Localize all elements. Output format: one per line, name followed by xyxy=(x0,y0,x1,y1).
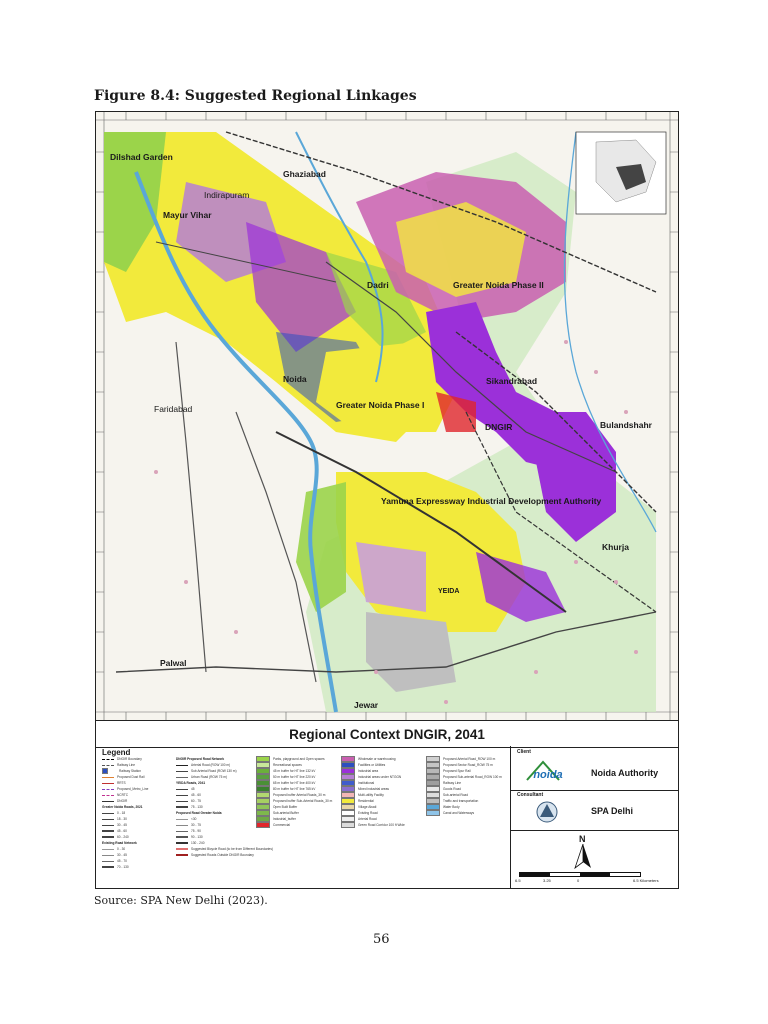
scale-tick-2: 3.25 xyxy=(543,878,551,883)
legend-item: DNGIR xyxy=(102,798,148,804)
label-indirapuram: Indirapuram xyxy=(204,190,250,200)
label-yeida-short: YEIDA xyxy=(438,588,460,595)
noida-logo-text: noida xyxy=(533,769,563,781)
label-yeida: Yamuna Expressway Industrial Development Authority xyxy=(381,496,602,506)
label-mayur-vihar: Mayur Vihar xyxy=(163,210,212,220)
page-number: 56 xyxy=(373,932,390,947)
label-noida: Noida xyxy=(283,374,307,384)
credits-panel xyxy=(511,746,678,888)
label-sikandrabad: Sikandrabad xyxy=(486,376,538,386)
north-label: N xyxy=(579,834,586,844)
spa-logo xyxy=(535,801,559,823)
legend-item: 75 - 90 xyxy=(176,828,273,834)
legend-item: Arterial Road (ROW 100 m) xyxy=(176,762,273,768)
legend-col-4 xyxy=(341,756,405,828)
scale-tick-3: 0 xyxy=(577,878,580,883)
map-frame xyxy=(95,111,679,889)
legend-item: 45 - 70 xyxy=(102,858,148,864)
north-arrow-icon xyxy=(571,834,595,870)
legend-subhead: Greater Noida Roads, 2021 xyxy=(102,805,143,809)
legend-item: Sub Arterial Road (ROW 130 m) xyxy=(176,768,273,774)
legend-subhead: Proposed Road Greater Noida xyxy=(176,811,222,815)
legend-subhead: YEIDA Roads, 2041 xyxy=(176,781,206,785)
label-ghaziabad: Ghaziabad xyxy=(283,169,326,179)
legend-item: Proposed Spur Rail xyxy=(426,768,502,774)
legend-item: 45 xyxy=(176,786,273,792)
legend-item: 75 - 130 xyxy=(176,804,273,810)
legend-item: Industrial area xyxy=(341,768,405,774)
legend-item: Facilities or Utilities xyxy=(341,762,405,768)
legend-item: Open Built Buffer xyxy=(256,804,332,810)
label-greater-noida-phase-1: Greater Noida Phase I xyxy=(336,400,425,410)
legend-item: Wholesale or warehousing xyxy=(341,756,405,762)
legend-item: Goods Road xyxy=(426,786,502,792)
consultant-label: Consultant xyxy=(517,792,544,798)
legend-item: Industrial_buffer xyxy=(256,816,332,822)
legend-subhead: DNGIR Proposed Road Network xyxy=(176,757,225,761)
client-label: Client xyxy=(517,749,531,755)
legend-item: Railway Line xyxy=(102,762,148,768)
figure-title: Figure 8.4: Suggested Regional Linkages xyxy=(94,88,417,104)
legend-item: Sub-arterial Buffer xyxy=(256,810,332,816)
legend-item: Proposed buffer Arterial Roads_30 m xyxy=(256,792,332,798)
label-dilshad-garden: Dilshad Garden xyxy=(110,152,173,162)
legend-col-3 xyxy=(256,756,332,828)
legend-item: Suggested Bicycle Road (to be from Different Boundaries) xyxy=(176,846,273,852)
regional-map xyxy=(96,112,678,720)
legend-item: Railway Station xyxy=(102,768,148,774)
legend-item: Residential xyxy=(341,798,405,804)
legend-item: Railway Line xyxy=(426,780,502,786)
label-dngir: DNGIR xyxy=(485,422,513,432)
legend-subhead: Existing Road Network xyxy=(102,841,137,845)
consultant-name: SPA Delhi xyxy=(591,806,634,816)
legend-item: Existing Road xyxy=(341,810,405,816)
map-title: Regional Context DNGIR, 2041 xyxy=(96,720,678,748)
scale-bar xyxy=(515,872,671,886)
label-palwal: Palwal xyxy=(160,658,187,668)
map-canvas xyxy=(96,112,678,720)
legend-item: Proposed Dust Rail xyxy=(102,774,148,780)
legend-item: 0 - 18 xyxy=(102,810,148,816)
legend-item: Traffic and transportation xyxy=(426,798,502,804)
label-dadri: Dadri xyxy=(367,280,389,290)
source-note: Source: SPA New Delhi (2023). xyxy=(94,894,268,907)
legend-item: 30 - 45 xyxy=(102,822,148,828)
legend-item: 65 m buffer for HT line 400 kV xyxy=(256,780,332,786)
legend-item: 30 - 45 xyxy=(102,852,148,858)
legend-item: 70 - 130 xyxy=(102,864,148,870)
legend-col-5 xyxy=(426,756,502,816)
legend-item: 60 - 75 xyxy=(176,798,273,804)
legend-item: 60 - 240 xyxy=(102,834,148,840)
label-faridabad: Faridabad xyxy=(154,404,193,414)
legend-item: Canal and Waterways xyxy=(426,810,502,816)
divider xyxy=(511,830,678,831)
legend-item: Green Road Corridor 100 ft Wide xyxy=(341,822,405,828)
legend xyxy=(96,746,511,888)
scale-tick-1: 6.5 xyxy=(515,878,521,883)
legend-item: Mixed industrial areas xyxy=(341,786,405,792)
label-greater-noida-phase-2: Greater Noida Phase II xyxy=(453,280,544,290)
legend-item: Suggested Roads Outside DNGIR Boundary xyxy=(176,852,273,858)
legend-heading: Legend xyxy=(102,748,131,757)
legend-item: Proposed buffer Sub-Arterial Roads_30 m xyxy=(256,798,332,804)
legend-col-1 xyxy=(102,756,148,870)
label-jewar: Jewar xyxy=(354,700,379,710)
divider xyxy=(511,790,678,791)
legend-item: 45 - 60 xyxy=(176,792,273,798)
legend-item: Water Body xyxy=(426,804,502,810)
legend-item: Proposed Sector Road_ROW 75 m xyxy=(426,762,502,768)
scale-tick-4: 6.5 Kilometers xyxy=(633,878,659,883)
legend-item: 50 m buffer for HT line 220 kV xyxy=(256,774,332,780)
legend-item: Proposed Arterial Road_ROW 100 m xyxy=(426,756,502,762)
label-khurja: Khurja xyxy=(602,542,629,552)
legend-item: Institutional xyxy=(341,780,405,786)
legend-item: DNGIR Boundary xyxy=(102,756,148,762)
legend-item: 90 - 130 xyxy=(176,834,273,840)
legend-item: 0 - 30 xyxy=(102,846,148,852)
legend-item: Sub-arterial Road xyxy=(426,792,502,798)
legend-item: NCRTC xyxy=(102,792,148,798)
legend-item: 130 - 240 xyxy=(176,840,273,846)
legend-item: Recreational spaces xyxy=(256,762,332,768)
legend-item: Urban Road (ROW 75 m) xyxy=(176,774,273,780)
legend-item: Commercial xyxy=(256,822,332,828)
legend-item: Multi-utility Facility xyxy=(341,792,405,798)
client-name: Noida Authority xyxy=(591,768,659,778)
legend-item: Proposed_Metro_Line xyxy=(102,786,148,792)
legend-item: Proposed Sub-arterial Road_ROW 100 m xyxy=(426,774,502,780)
legend-item: Village Abadi xyxy=(341,804,405,810)
noida-logo xyxy=(519,758,577,784)
legend-item: 45 m buffer for HT line 132 kV xyxy=(256,768,332,774)
legend-item: 30 - 75 xyxy=(176,822,273,828)
legend-item: 80 m buffer for HT line 765 kV xyxy=(256,786,332,792)
label-bulandshahr: Bulandshahr xyxy=(600,420,652,430)
legend-item: Arterial Road xyxy=(341,816,405,822)
legend-item: <30 xyxy=(176,816,273,822)
legend-item: RRTS xyxy=(102,780,148,786)
legend-item: Parks, playground and Open spaces xyxy=(256,756,332,762)
legend-item: 18 - 30 xyxy=(102,816,148,822)
legend-item: 45 - 60 xyxy=(102,828,148,834)
legend-item: Industrial areas under NTGGN xyxy=(341,774,405,780)
